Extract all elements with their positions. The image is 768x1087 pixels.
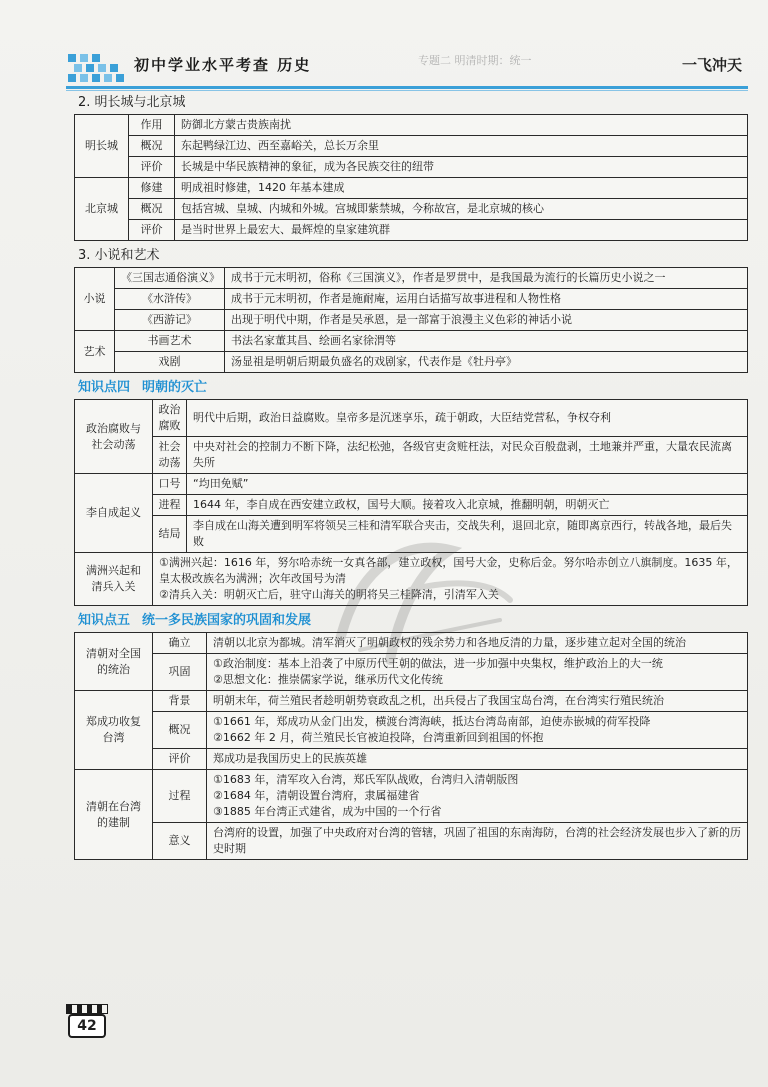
- table-row: [75, 115, 748, 136]
- table-row: [75, 310, 748, 331]
- content: [74, 92, 748, 860]
- label-cell: 结局: [153, 516, 187, 553]
- content-cell: 中央对社会的控制力不断下降，法纪松弛，各级官吏贪赃枉法，对民众百般盘剥，土地兼并严重，大量农民流离失所: [187, 437, 748, 474]
- label-cell: 概况: [129, 199, 175, 220]
- content-line: ②清兵入关：明朝灭亡后，驻守山海关的明将吴三桂降清，引清军入关: [159, 588, 499, 601]
- category-cell: 艺术: [75, 331, 115, 373]
- kp5-title: 统一多民族国家的巩固和发展: [142, 613, 312, 628]
- content-cell: 李自成在山海关遭到明军将领吴三桂和清军联合夹击，交战失利，退回北京，随即离京西行，转战各地，最后失败: [187, 516, 748, 553]
- table-row: [75, 199, 748, 220]
- category-cell: 郑成功收复台湾: [75, 691, 153, 770]
- content-cell: 成书于元末明初，作者是施耐庵，运用白话描写故事进程和人物性格: [225, 289, 748, 310]
- label-cell: 过程: [153, 770, 207, 823]
- label-cell: 《水浒传》: [115, 289, 225, 310]
- content-line: ①1661 年，郑成功从金门出发，横渡台湾海峡，抵达台湾岛南部，迫使赤嵌城的荷军投降: [213, 715, 651, 728]
- content-cell: 明成祖时修建，1420 年基本建成: [175, 178, 748, 199]
- book-title: 初中学业水平考查 历史: [134, 56, 312, 74]
- content-line: 台湾府的设置，加强了中央政府对台湾的管辖，巩固了祖国的东南海防，台湾的社会经济发展也步入了新的历史时期: [213, 826, 741, 855]
- label-cell: 政治腐败: [153, 400, 187, 437]
- table-row: [75, 495, 748, 516]
- content-line: 郑成功是我国历史上的民族英雄: [213, 752, 367, 765]
- label-cell: 概况: [153, 712, 207, 749]
- table-row: [75, 178, 748, 199]
- table-row: [75, 691, 748, 712]
- category-cell: 北京城: [75, 178, 129, 241]
- content-cell: [207, 749, 748, 770]
- content-cell: [207, 770, 748, 823]
- content-cell: 书法名家董其昌、绘画名家徐渭等: [225, 331, 748, 352]
- checkered-flag-icon: [66, 1004, 108, 1014]
- content-line: ③1885 年台湾正式建省，成为中国的一个行省: [213, 805, 442, 818]
- kp4-title: 明朝的灭亡: [142, 380, 208, 395]
- content-line: ②1662 年 2 月，荷兰殖民长官被迫投降，台湾重新回到祖国的怀抱: [213, 731, 544, 744]
- label-cell: 评价: [153, 749, 207, 770]
- page-header: [58, 46, 748, 86]
- category-cell: 清朝在台湾的建制: [75, 770, 153, 860]
- category-cell: 政治腐败与社会动荡: [75, 400, 153, 474]
- category-cell: 小说: [75, 268, 115, 331]
- content-cell: 长城是中华民族精神的象征，成为各民族交往的纽带: [175, 157, 748, 178]
- content-line: ①满洲兴起：1616 年，努尔哈赤统一女真各部，建立政权，国号大金，史称后金。努尔哈赤创立八旗制度。1635 年，皇太极改族名为满洲；次年改国号为清: [159, 556, 738, 585]
- bleed-through-text: 专题二 明清时期：统一: [418, 54, 532, 67]
- watermark-logo-icon: [300, 520, 530, 680]
- label-cell: 意义: [153, 823, 207, 860]
- table-row: [75, 352, 748, 373]
- table-row: [75, 749, 748, 770]
- label-cell: 作用: [129, 115, 175, 136]
- section-title-novel-art: 3. 小说和艺术: [78, 248, 160, 263]
- table-row: [75, 268, 748, 289]
- category-cell: 明长城: [75, 115, 129, 178]
- label-cell: 进程: [153, 495, 187, 516]
- table-row: [75, 157, 748, 178]
- table-row: [75, 823, 748, 860]
- content-cell: 成书于元末明初，俗称《三国演义》，作者是罗贯中，是我国最为流行的长篇历史小说之一: [225, 268, 748, 289]
- content-cell: 汤显祖是明朝后期最负盛名的戏剧家，代表作是《牡丹亭》: [225, 352, 748, 373]
- label-cell: 口号: [153, 474, 187, 495]
- category-cell: 清朝对全国的统治: [75, 633, 153, 691]
- label-cell: 评价: [129, 157, 175, 178]
- content-cell: 明代中后期，政治日益腐败。皇帝多是沉迷享乐，疏于朝政，大臣结党营私，争权夺利: [187, 400, 748, 437]
- label-cell: 确立: [153, 633, 207, 654]
- table-novel-art: [74, 267, 748, 373]
- content-line: ①1683 年，清军攻入台湾，郑氏军队战败，台湾归入清朝版图: [213, 773, 519, 786]
- kp5-number: 知识点五: [78, 613, 131, 628]
- content-cell: “均田免赋”: [187, 474, 748, 495]
- content-cell: 1644 年，李自成在西安建立政权，国号大顺。接着攻入北京城，推翻明朝，明朝灭亡: [187, 495, 748, 516]
- content-line: 清朝以北京为都城。清军消灭了明朝政权的残余势力和各地反清的力量，逐步建立起对全国的统治: [213, 636, 686, 649]
- brand-name: 一飞冲天: [681, 56, 742, 74]
- page-number-badge: [64, 1004, 108, 1038]
- label-cell: 社会动荡: [153, 437, 187, 474]
- table-row: [75, 474, 748, 495]
- label-cell: 巩固: [153, 654, 207, 691]
- table-row: [75, 437, 748, 474]
- table-row: [75, 136, 748, 157]
- logo-squares-icon: [68, 54, 124, 82]
- content-line: ①政治制度：基本上沿袭了中原历代王朝的做法，进一步加强中央集权，维护政治上的大一统: [213, 657, 663, 670]
- category-cell: 李自成起义: [75, 474, 153, 553]
- table-row: [75, 331, 748, 352]
- table-row: [75, 400, 748, 437]
- content-cell: 包括宫城、皇城、内城和外城。宫城即紫禁城，今称故宫，是北京城的核心: [175, 199, 748, 220]
- table-ming-wall: [74, 114, 748, 241]
- kp4-heading: [74, 377, 748, 399]
- kp4-number: 知识点四: [78, 380, 131, 395]
- label-cell: 评价: [129, 220, 175, 241]
- label-cell: 戏剧: [115, 352, 225, 373]
- content-cell: [207, 823, 748, 860]
- content-line: ②1684 年，清朝设置台湾府，隶属福建省: [213, 789, 420, 802]
- header-divider-thin: [66, 90, 748, 91]
- content-cell: [207, 691, 748, 712]
- table-row: [75, 289, 748, 310]
- label-cell: 背景: [153, 691, 207, 712]
- content-cell: 是当时世界上最宏大、最辉煌的皇家建筑群: [175, 220, 748, 241]
- label-cell: 概况: [129, 136, 175, 157]
- table-row: [75, 712, 748, 749]
- page-number: 42: [68, 1014, 106, 1038]
- content-cell: 出现于明代中期，作者是吴承恩，是一部富于浪漫主义色彩的神话小说: [225, 310, 748, 331]
- table-row: [75, 220, 748, 241]
- content-line: ②思想文化：推崇儒家学说，继承历代文化传统: [213, 673, 443, 686]
- header-divider: [66, 86, 748, 89]
- label-cell: 《三国志通俗演义》: [115, 268, 225, 289]
- label-cell: 书画艺术: [115, 331, 225, 352]
- label-cell: 修建: [129, 178, 175, 199]
- content-line: 明朝末年，荷兰殖民者趁明朝势衰政乱之机，出兵侵占了我国宝岛台湾，在台湾实行殖民统治: [213, 694, 664, 707]
- table-row: [75, 770, 748, 823]
- category-cell: 满洲兴起和清兵入关: [75, 553, 153, 606]
- content-cell: [207, 712, 748, 749]
- section-title-ming-wall: 2. 明长城与北京城: [78, 95, 186, 110]
- label-cell: 《西游记》: [115, 310, 225, 331]
- content-cell: 防御北方蒙古贵族南扰: [175, 115, 748, 136]
- content-cell: 东起鸭绿江边、西至嘉峪关，总长万余里: [175, 136, 748, 157]
